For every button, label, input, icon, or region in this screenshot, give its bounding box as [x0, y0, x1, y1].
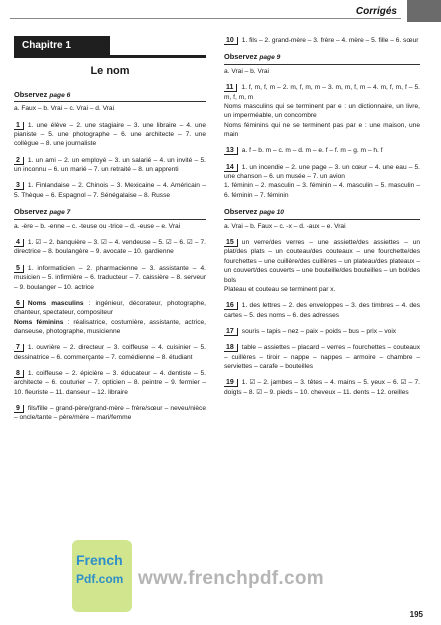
- exercise-9: [14, 404, 206, 423]
- right-content: [224, 36, 420, 397]
- exercise-18: [224, 343, 420, 371]
- exercise-number: 1: [14, 122, 24, 130]
- exercise-answer: 1. ☑ – 2. banquière – 3. ☑ – 4. vendeuse – 5. ☑ – 6. ☑ – 7. directrice – 8. boulangère – 9. avocate – 10. gardienne: [14, 239, 206, 256]
- exercise-16: [224, 301, 420, 320]
- observez-rule: [14, 219, 206, 220]
- exercise-5: [14, 264, 206, 292]
- exercise-number: 9: [14, 405, 24, 413]
- exercise-answer: 1. un incendie – 2. une page – 3. un cœur – 4. une eau – 5. une chanson – 6. un musée – 7. un avion: [224, 163, 420, 181]
- observez-label: Observez: [14, 207, 50, 217]
- exercise-note: 1. féminin – 2. masculin – 3. féminin – 4. masculin – 5. masculin – 6. féminin – 7. féminin: [224, 182, 420, 199]
- exercise-number: 5: [14, 265, 24, 273]
- watermark-logo-line2: Pdf.com: [76, 572, 124, 586]
- exercise-8: [14, 369, 206, 397]
- exercise-number: 3: [14, 182, 24, 190]
- exercise-answer: un verre/des verres – une assiette/des assiettes – un plat/des plats – un couteau/des couteaux – une fourchette/des fourchettes – une cuillère/des cuillères – un plateau/des plateaux – un couvert/des couverts – une bouteille/des bouteilles – un bol/des bols: [224, 239, 420, 284]
- exercise-4: [14, 238, 206, 257]
- exercise-answer: table – assiettes – placard – verres – fourchettes – couteaux – cuillères – tiroir – nappe – nappes – armoire – chambre – serviettes – carafe – bouteilles: [224, 344, 420, 371]
- observez-label: Observez: [224, 52, 260, 62]
- exercise-note: Noms masculins qui se terminent par e : un dictionnaire, un livre, un imperméable, un concombre: [224, 102, 420, 120]
- exercise-answer: 1. des lettres – 2. des enveloppes – 3. des timbres – 4. des cartes – 5. des noms – 6. des adresses: [224, 302, 420, 319]
- observez-page-ref: page 9: [259, 54, 281, 62]
- observez-page-ref: page 7: [49, 209, 71, 217]
- exercise-answer: 1. coiffeuse – 2. épicière – 3. éducateur – 4. dentiste – 5. architecte – 6. couturier – 7. opticien – 8. peintre – 9. fermier – 10. fleuriste – 11. danseur – 12. libraire: [14, 370, 206, 396]
- left-content: [14, 90, 206, 423]
- exercise-answer: a. f – b. m – c. m – d. m – e. f – f. m – g. m – h. f: [241, 147, 383, 155]
- exercise-answer: 1. fils – 2. grand-mère – 3. frère – 4. mère – 5. fille – 6. sœur: [241, 37, 419, 44]
- exercise-1: [14, 121, 206, 149]
- exercise-answer: 1. une élève – 2. une stagiaire – 3. une libraire – 4. une pianiste – 5. une photographe – 6. une architecte – 7. une collègue – 8. une journaliste: [14, 121, 206, 148]
- observez-heading: [14, 90, 206, 101]
- observez-rule: [14, 101, 206, 102]
- right-column: [224, 36, 420, 404]
- exercise-number: 10: [224, 37, 238, 45]
- exercise-19: [224, 378, 420, 397]
- exercise-number: 8: [14, 370, 24, 378]
- exercise-note: Plateau et couteau se terminent par x.: [224, 285, 336, 293]
- observez-page-ref: page 6: [49, 91, 71, 99]
- exercise-answer: : réalisatrice, costumière, assistante, actrice, danseuse, photographe, musicienne: [14, 318, 207, 335]
- exercise-15: [224, 238, 420, 294]
- exercise-number: 13: [224, 147, 238, 155]
- chapter-label: Chapitre 1: [14, 36, 110, 56]
- observez-rule: [224, 64, 420, 65]
- exercise-answer: souris – tapis – nez – paix – poids – bus – prix – voix: [241, 327, 397, 335]
- exercise-number: 7: [14, 344, 24, 352]
- exercise-answer: 1. informaticien – 2. pharmacienne – 3. assistante – 4. musicien – 5. infirmière – 6. traducteur – 7. caissière – 8. serveur – 9. boulanger – 10. actrice: [14, 264, 206, 291]
- exercise-number: 19: [224, 379, 238, 387]
- exercise-answer: fils/fille – grand-père/grand-mère – frère/sœur – neveu/nièce – oncle/tante – père/mère – mari/femme: [14, 405, 206, 422]
- observez-heading: [224, 207, 420, 218]
- exercise-number: 18: [224, 344, 238, 352]
- watermark-logo-line1: French: [76, 552, 123, 568]
- exercise-14: [224, 163, 420, 200]
- exercise-number: 2: [14, 157, 24, 165]
- chapter-subtitle: Le nom: [90, 65, 130, 78]
- exercise-answer: : ingénieur, décorateur, photographe, chanteur, spectateur, compositeur: [14, 299, 206, 317]
- observez-label: Observez: [224, 207, 260, 217]
- exercise-3: [14, 181, 206, 200]
- exercise-answer: 1. f, m, f, m – 2. m, f, m, m – 3. m, m, f, m – 4. m, f, m, f – 5. m, f, m, m: [224, 84, 420, 101]
- answer-line: a. Vrai – b. Faux – c. -x – d. -aux – e. Vrai: [224, 222, 346, 230]
- answer-line: a. -ère – b. -enne – c. -teuse ou -trice – d. -euse – e. Vrai: [14, 222, 181, 230]
- answer-line: a. Faux – b. Vrai – c. Vrai – d. Vrai: [14, 105, 115, 113]
- observez-page-ref: page 10: [259, 209, 284, 217]
- header-rule: [10, 18, 401, 19]
- exercise-number: 4: [14, 239, 24, 247]
- answer-line: a. Vrai – b. Vrai: [224, 67, 269, 75]
- exercise-number: 6: [14, 300, 24, 308]
- exercise-category: Noms féminins: [14, 318, 64, 326]
- exercise-17: [224, 327, 420, 336]
- observez-rule: [224, 219, 420, 220]
- exercise-6: [14, 299, 206, 336]
- observez-heading: [14, 207, 206, 218]
- exercise-2: [14, 156, 206, 175]
- page-number: 195: [409, 610, 423, 619]
- exercise-answer: 1. Finlandaise – 2. Chinois – 3. Mexicaine – 4. Américain – 5. Thèque – 6. Espagnol – 7. Sénégalaise – 8. Russe: [14, 182, 206, 199]
- exercise-number: 11: [224, 84, 237, 92]
- exercise-10: [224, 36, 420, 45]
- left-column: [14, 36, 206, 430]
- exercise-answer: 1. ☑ – 2. jambes – 3. têtes – 4. mains – 5. yeux – 6. ☑ – 7. doigts – 8. ☑ – 9. pieds – 10. cheveux – 11. dents – 12. oreilles: [224, 379, 420, 396]
- exercise-number: 16: [224, 302, 238, 310]
- observez-heading: [224, 52, 420, 63]
- exercise-note: Noms féminins qui ne se terminent pas par e : une maison, une main: [224, 121, 420, 139]
- header-tab-block: [407, 0, 441, 22]
- exercise-number: 15: [224, 239, 238, 247]
- exercise-11: [224, 83, 420, 139]
- watermark-url: www.frenchpdf.com: [138, 568, 324, 589]
- exercise-7: [14, 343, 206, 362]
- exercise-category: Noms masculins: [27, 299, 84, 307]
- header-title: Corrigés: [355, 6, 397, 17]
- page-header: [0, 0, 441, 22]
- observez-label: Observez: [14, 89, 50, 99]
- exercise-answer: 1. un ami – 2. un employé – 3. un salarié – 4. un invité – 5. un inconnu – 6. un marié – 7. un retraité – 8. un apprenti: [14, 156, 206, 174]
- exercise-answer: 1. ouvrière – 2. directeur – 3. coiffeuse – 4. cuisinier – 5. dessinatrice – 6. commerçante – 7. comédienne – 8. étudiant: [14, 344, 206, 361]
- exercise-number: 14: [224, 164, 238, 172]
- exercise-number: 17: [224, 328, 238, 336]
- exercise-13: [224, 146, 420, 155]
